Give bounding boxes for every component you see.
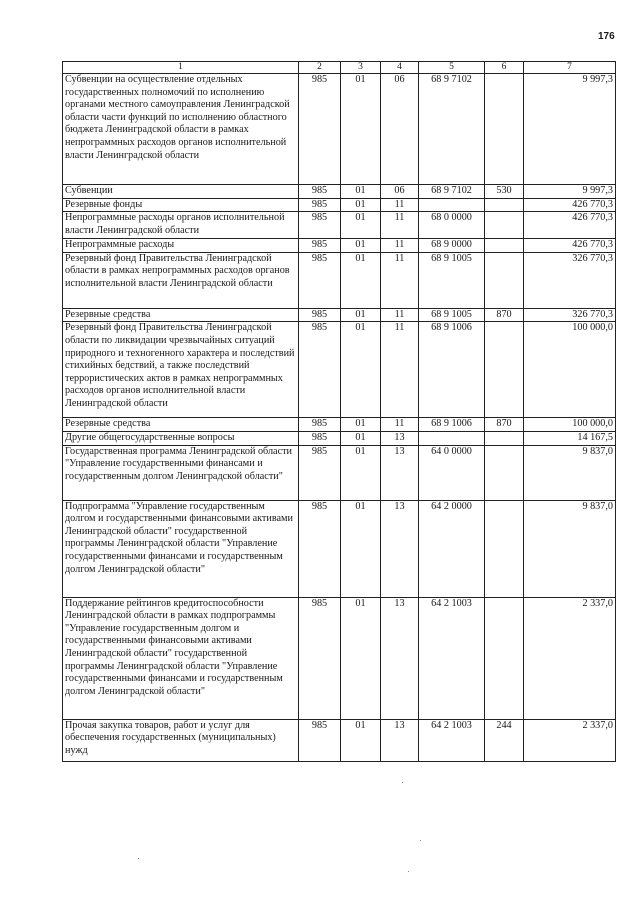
row-target: 68 9 1005 bbox=[419, 308, 485, 322]
row-name: Подпрограмма "Управление государственным долгом и государственными финансовыми активами Ленинградской области" государственной программы Ленинградской области "Управление государственными финансами и государственным долгом Ленинградской области" bbox=[63, 500, 299, 597]
table-row bbox=[63, 198, 616, 212]
row-name: Резервные фонды bbox=[63, 198, 299, 212]
row-subsection: 13 bbox=[381, 597, 419, 719]
row-name: Поддержание рейтингов кредитоспособности Ленинградской области в рамках подпрограммы "Управление государственным долгом и государственными финансовыми активами Ленинградской области" государственной программы Ленинградской области "Управление государственными финансами и государственным долгом Ленинградской области" bbox=[63, 597, 299, 719]
row-vr bbox=[485, 212, 524, 239]
row-subsection: 06 bbox=[381, 74, 419, 185]
row-subsection: 11 bbox=[381, 252, 419, 308]
row-amount: 2 337,0 bbox=[524, 597, 616, 719]
row-section: 01 bbox=[341, 500, 381, 597]
col-header-section: 3 bbox=[341, 62, 381, 74]
row-subsection: 11 bbox=[381, 198, 419, 212]
row-name: Субвенции bbox=[63, 185, 299, 199]
row-amount: 9 837,0 bbox=[524, 445, 616, 500]
row-name: Резервный фонд Правительства Ленинградской области по ликвидации чрезвычайных ситуаций природного и техногенного характера и последствий стихийных бедствий, а также последствий террористических актов в рамках непрограммных расходов органов исполнительной власти Ленинградской области bbox=[63, 322, 299, 418]
table-row bbox=[63, 719, 616, 761]
table-row bbox=[63, 252, 616, 308]
row-ministry: 985 bbox=[299, 308, 341, 322]
row-section: 01 bbox=[341, 185, 381, 199]
scan-speck bbox=[402, 782, 403, 783]
row-ministry: 985 bbox=[299, 198, 341, 212]
row-vr bbox=[485, 198, 524, 212]
row-subsection: 13 bbox=[381, 500, 419, 597]
row-target: 68 9 1006 bbox=[419, 418, 485, 432]
col-header-amount: 7 bbox=[524, 62, 616, 74]
row-subsection: 11 bbox=[381, 239, 419, 253]
row-name: Резервные средства bbox=[63, 308, 299, 322]
row-vr: 244 bbox=[485, 719, 524, 761]
row-section: 01 bbox=[341, 445, 381, 500]
row-amount: 426 770,3 bbox=[524, 239, 616, 253]
row-section: 01 bbox=[341, 597, 381, 719]
scan-speck bbox=[138, 858, 139, 859]
row-vr bbox=[485, 431, 524, 445]
row-ministry: 985 bbox=[299, 597, 341, 719]
page-number: 176 bbox=[598, 31, 615, 42]
row-subsection: 13 bbox=[381, 431, 419, 445]
row-name: Резервные средства bbox=[63, 418, 299, 432]
row-vr bbox=[485, 322, 524, 418]
row-ministry: 985 bbox=[299, 252, 341, 308]
row-subsection: 13 bbox=[381, 719, 419, 761]
row-amount: 9 997,3 bbox=[524, 185, 616, 199]
row-target: 68 9 7102 bbox=[419, 185, 485, 199]
row-name: Непрограммные расходы bbox=[63, 239, 299, 253]
row-ministry: 985 bbox=[299, 418, 341, 432]
table-row bbox=[63, 431, 616, 445]
row-amount: 326 770,3 bbox=[524, 252, 616, 308]
row-name: Резервный фонд Правительства Ленинградской области в рамках непрограммных расходов органов исполнительной власти Ленинградской области bbox=[63, 252, 299, 308]
col-header-subsection: 4 bbox=[381, 62, 419, 74]
row-section: 01 bbox=[341, 212, 381, 239]
row-vr bbox=[485, 500, 524, 597]
row-name: Другие общегосударственные вопросы bbox=[63, 431, 299, 445]
row-target: 64 2 1003 bbox=[419, 719, 485, 761]
row-section: 01 bbox=[341, 719, 381, 761]
table-row bbox=[63, 500, 616, 597]
row-subsection: 11 bbox=[381, 212, 419, 239]
col-header-name: 1 bbox=[63, 62, 299, 74]
col-header-vr: 6 bbox=[485, 62, 524, 74]
row-section: 01 bbox=[341, 322, 381, 418]
row-name: Субвенции на осуществление отдельных государственных полномочий по исполнению органами местного самоуправления Ленинградской области части функций по исполнению областного бюджета Ленинградской области в рамках непрограммных расходов органов исполнительной власти Ленинградской области bbox=[63, 74, 299, 185]
row-vr: 870 bbox=[485, 308, 524, 322]
row-name: Государственная программа Ленинградской области "Управление государственными финансами и государственным долгом Ленинградской области" bbox=[63, 445, 299, 500]
row-vr: 530 bbox=[485, 185, 524, 199]
row-target: 68 9 7102 bbox=[419, 74, 485, 185]
row-ministry: 985 bbox=[299, 719, 341, 761]
row-subsection: 11 bbox=[381, 322, 419, 418]
row-vr bbox=[485, 252, 524, 308]
row-ministry: 985 bbox=[299, 185, 341, 199]
row-vr bbox=[485, 239, 524, 253]
row-amount: 9 837,0 bbox=[524, 500, 616, 597]
table-row bbox=[63, 212, 616, 239]
row-subsection: 13 bbox=[381, 445, 419, 500]
row-target: 68 9 1006 bbox=[419, 322, 485, 418]
row-vr bbox=[485, 597, 524, 719]
table-row bbox=[63, 74, 616, 185]
row-amount: 326 770,3 bbox=[524, 308, 616, 322]
row-target: 68 9 0000 bbox=[419, 239, 485, 253]
row-amount: 426 770,3 bbox=[524, 212, 616, 239]
row-vr: 870 bbox=[485, 418, 524, 432]
row-ministry: 985 bbox=[299, 212, 341, 239]
row-section: 01 bbox=[341, 252, 381, 308]
table-row bbox=[63, 239, 616, 253]
col-header-ministry: 2 bbox=[299, 62, 341, 74]
row-subsection: 11 bbox=[381, 418, 419, 432]
row-target bbox=[419, 198, 485, 212]
row-target: 64 2 1003 bbox=[419, 597, 485, 719]
row-section: 01 bbox=[341, 418, 381, 432]
row-amount: 426 770,3 bbox=[524, 198, 616, 212]
row-section: 01 bbox=[341, 74, 381, 185]
row-section: 01 bbox=[341, 308, 381, 322]
row-ministry: 985 bbox=[299, 74, 341, 185]
row-amount: 100 000,0 bbox=[524, 418, 616, 432]
table-row bbox=[63, 418, 616, 432]
row-ministry: 985 bbox=[299, 500, 341, 597]
row-target: 64 0 0000 bbox=[419, 445, 485, 500]
budget-table bbox=[62, 61, 616, 762]
scan-speck bbox=[420, 840, 421, 841]
table-row bbox=[63, 322, 616, 418]
row-section: 01 bbox=[341, 239, 381, 253]
table-row bbox=[63, 308, 616, 322]
table-row bbox=[63, 597, 616, 719]
row-vr bbox=[485, 445, 524, 500]
row-ministry: 985 bbox=[299, 239, 341, 253]
row-target bbox=[419, 431, 485, 445]
row-target: 68 9 1005 bbox=[419, 252, 485, 308]
scan-speck bbox=[408, 871, 409, 872]
row-amount: 100 000,0 bbox=[524, 322, 616, 418]
row-amount: 2 337,0 bbox=[524, 719, 616, 761]
row-subsection: 11 bbox=[381, 308, 419, 322]
row-amount: 14 167,5 bbox=[524, 431, 616, 445]
row-vr bbox=[485, 74, 524, 185]
row-name: Непрограммные расходы органов исполнительной власти Ленинградской области bbox=[63, 212, 299, 239]
row-subsection: 06 bbox=[381, 185, 419, 199]
row-name: Прочая закупка товаров, работ и услуг для обеспечения государственных (муниципальных) нужд bbox=[63, 719, 299, 761]
col-header-target: 5 bbox=[419, 62, 485, 74]
row-target: 68 0 0000 bbox=[419, 212, 485, 239]
row-amount: 9 997,3 bbox=[524, 74, 616, 185]
row-ministry: 985 bbox=[299, 445, 341, 500]
table-header-row bbox=[63, 62, 616, 74]
row-ministry: 985 bbox=[299, 431, 341, 445]
table-row bbox=[63, 185, 616, 199]
row-section: 01 bbox=[341, 431, 381, 445]
row-target: 64 2 0000 bbox=[419, 500, 485, 597]
table-row bbox=[63, 445, 616, 500]
row-ministry: 985 bbox=[299, 322, 341, 418]
row-section: 01 bbox=[341, 198, 381, 212]
